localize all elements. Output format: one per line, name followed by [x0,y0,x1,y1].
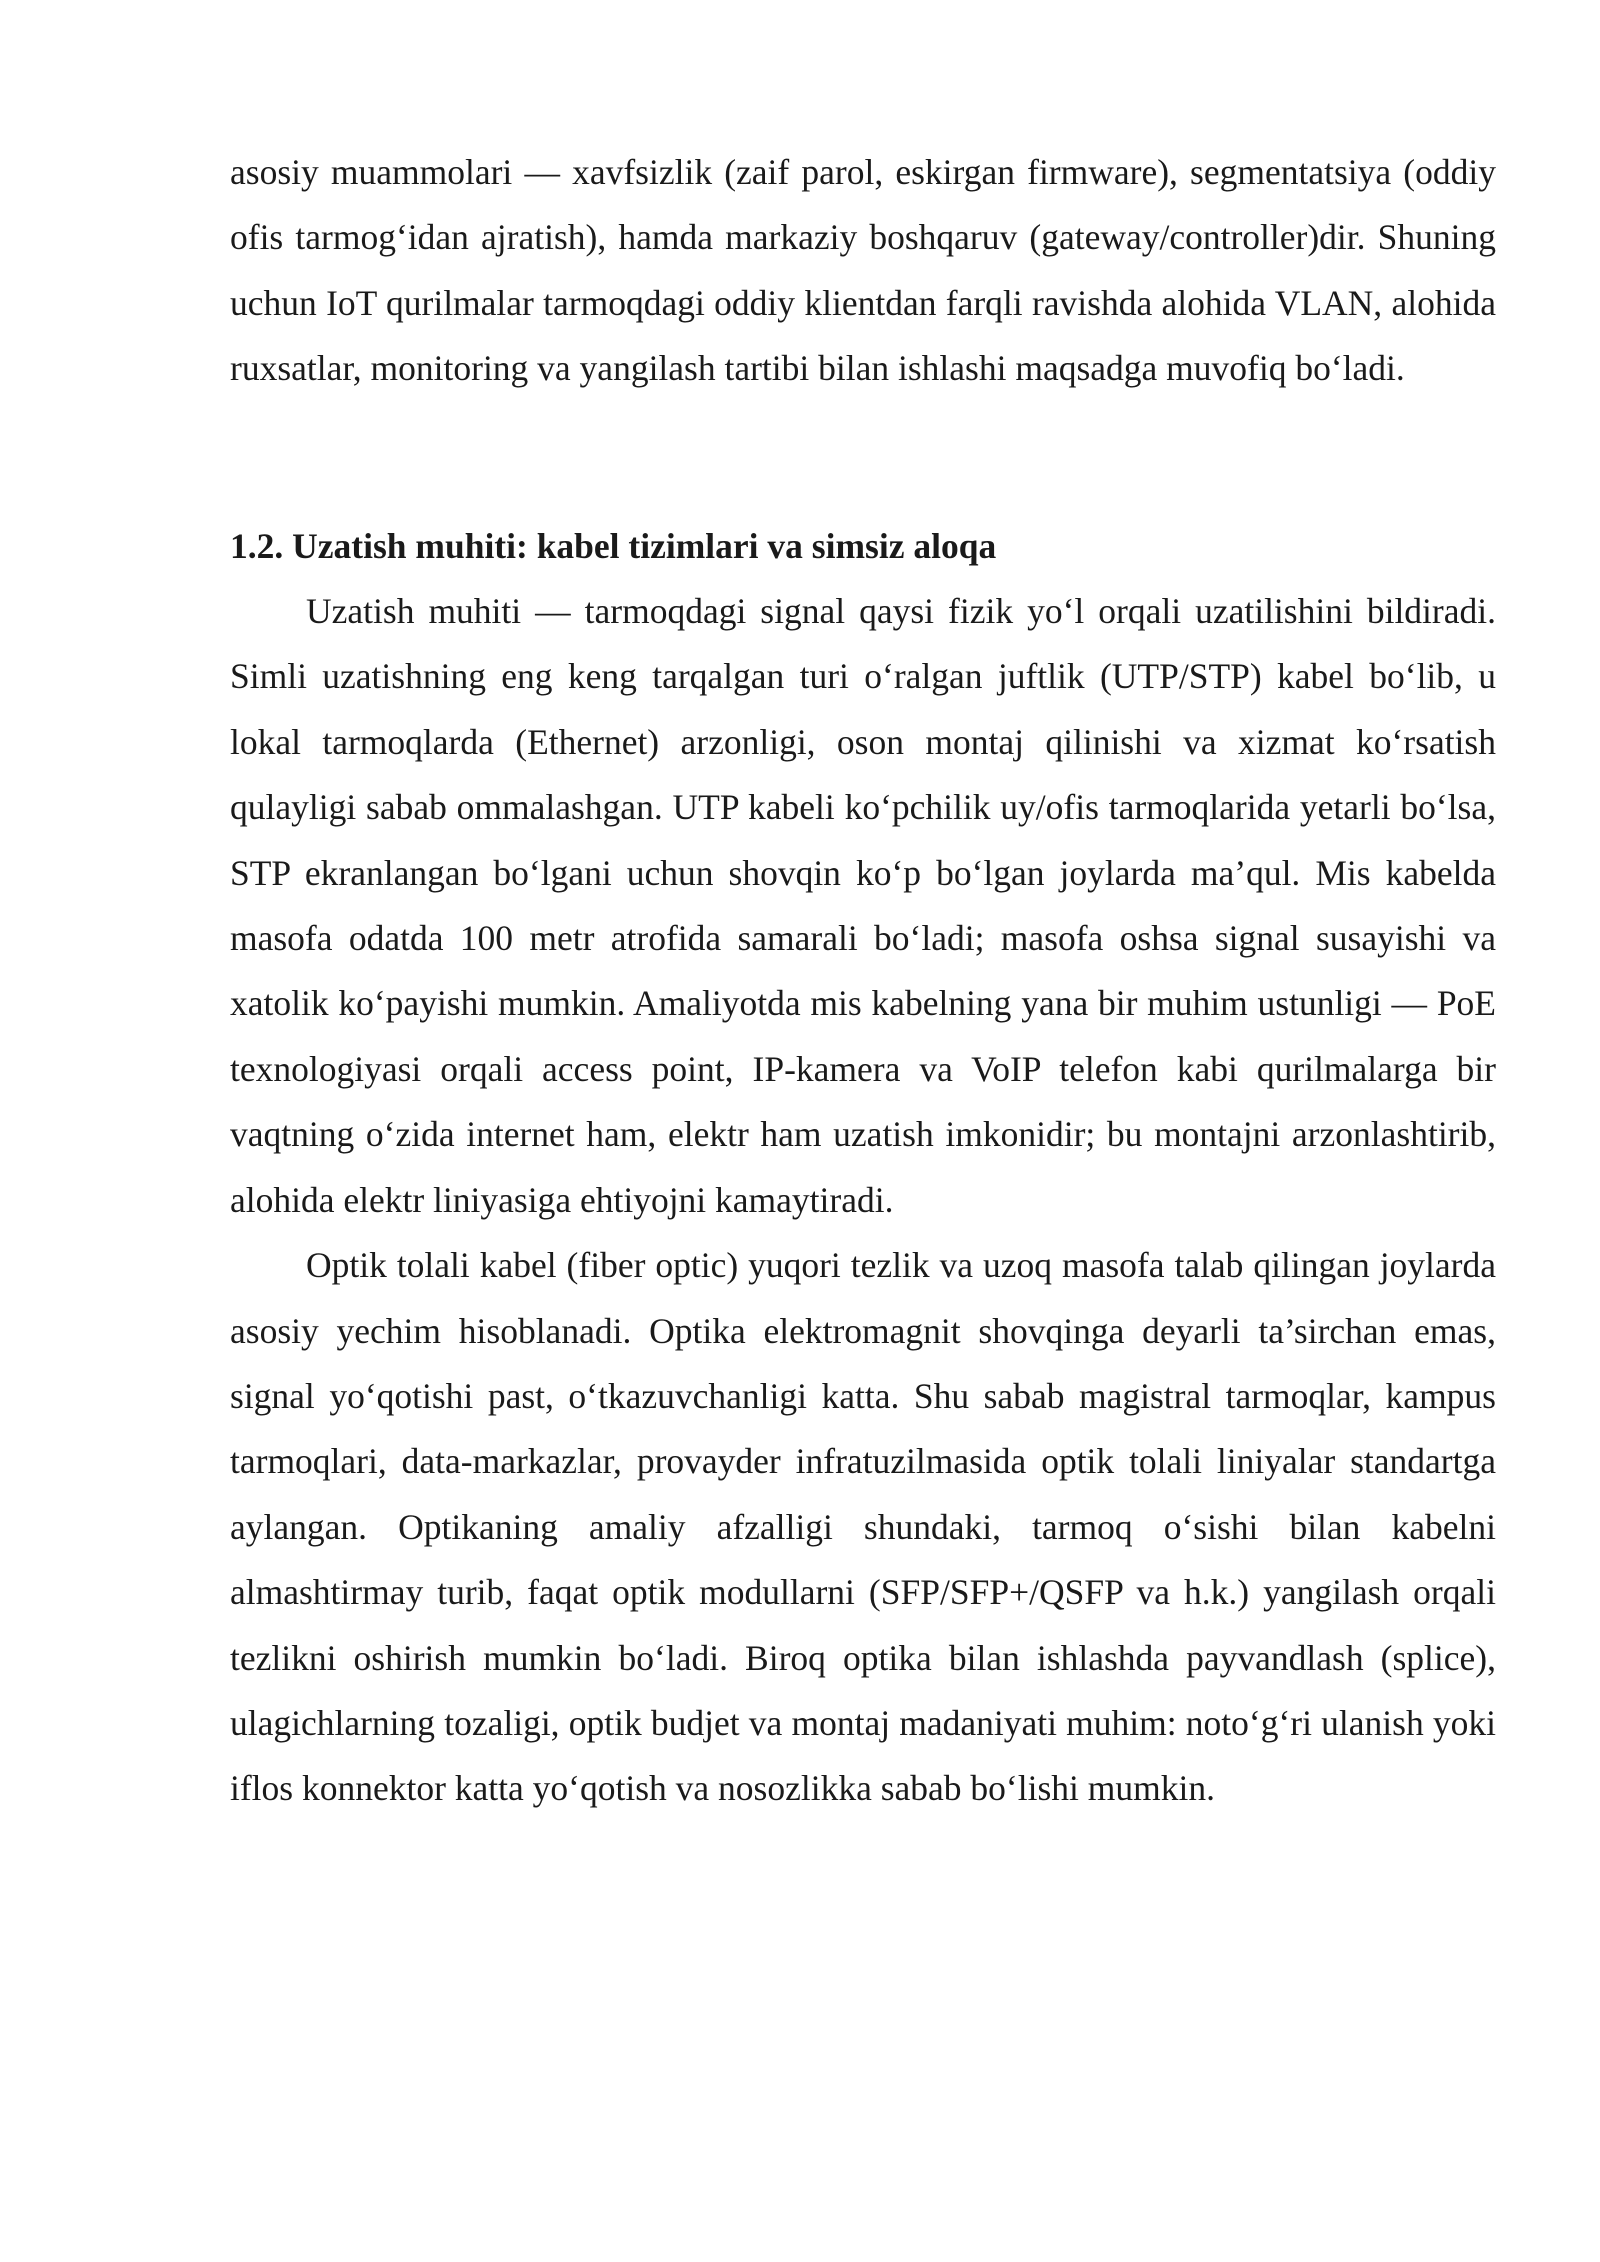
document-page [230,140,1496,1822]
section-heading: 1.2. Uzatish muhiti: kabel tizimlari va simsiz aloqa [230,525,997,566]
paragraph-fiber-optic: Optik tolali kabel (fiber optic) yuqori tezlik va uzoq masofa talab qilingan joylarda asosiy yechim hisoblanadi. Optika elektromagnit shovqinga deyarli ta’sirchan emas, signal yo‘qotishi past, o‘tkazuvchanligi katta. Shu sabab magistral tarmoqlar, kampus tarmoqlari, data-markazlar, provayder infratuzilmasida optik tolali liniyalar standartga aylangan. Optikaning amaliy afzalligi shundaki, tarmoq o‘sishi bilan kabelni almashtirmay turib, faqat optik modullarni (SFP/SFP+/QSFP va h.k.) yangilash orqali tezlikni oshirish mumkin bo‘ladi. Biroq optika bilan ishlashda payvandlash (splice), ulagichlarning tozaligi, optik budjet va montaj madaniyati muhim: noto‘g‘ri ulanish yoki iflos konnektor katta yo‘qotish va nosozlikka sabab bo‘lishi mumkin. [230,1245,1496,1809]
paragraph-iot-continuation: asosiy muammolari — xavfsizlik (zaif parol, eskirgan firmware), segmentatsiya (oddiy ofis tarmog‘idan ajratish), hamda markaziy boshqaruv (gateway/controller)dir. Shuning uchun IoT qurilmalar tarmoqdagi oddiy klientdan farqli ravishda alohida VLAN, alohida ruxsatlar, monitoring va yangilash tartibi bilan ishlashi maqsadga muvofiq bo‘ladi. [230,152,1496,389]
paragraph-transmission-medium: Uzatish muhiti — tarmoqdagi signal qaysi fizik yo‘l orqali uzatilishini bildiradi. Simli uzatishning eng keng tarqalgan turi o‘ralgan juftlik (UTP/STP) kabel bo‘lib, u lokal tarmoqlarda (Ethernet) arzonligi, oson montaj qilinishi va xizmat ko‘rsatish qulayligi sabab ommalashgan. UTP kabeli ko‘pchilik uy/ofis tarmoqlarida yetarli bo‘lsa, STP ekranlangan bo‘lgani uchun shovqin ko‘p bo‘lgan joylarda ma’qul. Mis kabelda masofa odatda 100 metr atrofida samarali bo‘ladi; masofa oshsa signal susayishi va xatolik ko‘payishi mumkin. Amaliyotda mis kabelning yana bir muhim ustunligi — PoE texnologiyasi orqali access point, IP-kamera va VoIP telefon kabi qurilmalarga bir vaqtning o‘zida internet ham, elektr ham uzatish imkonidir; bu montajni arzonlashtirib, alohida elektr liniyasiga ehtiyojni kamaytiradi. [230,591,1496,1220]
section-spacer [230,402,1496,514]
